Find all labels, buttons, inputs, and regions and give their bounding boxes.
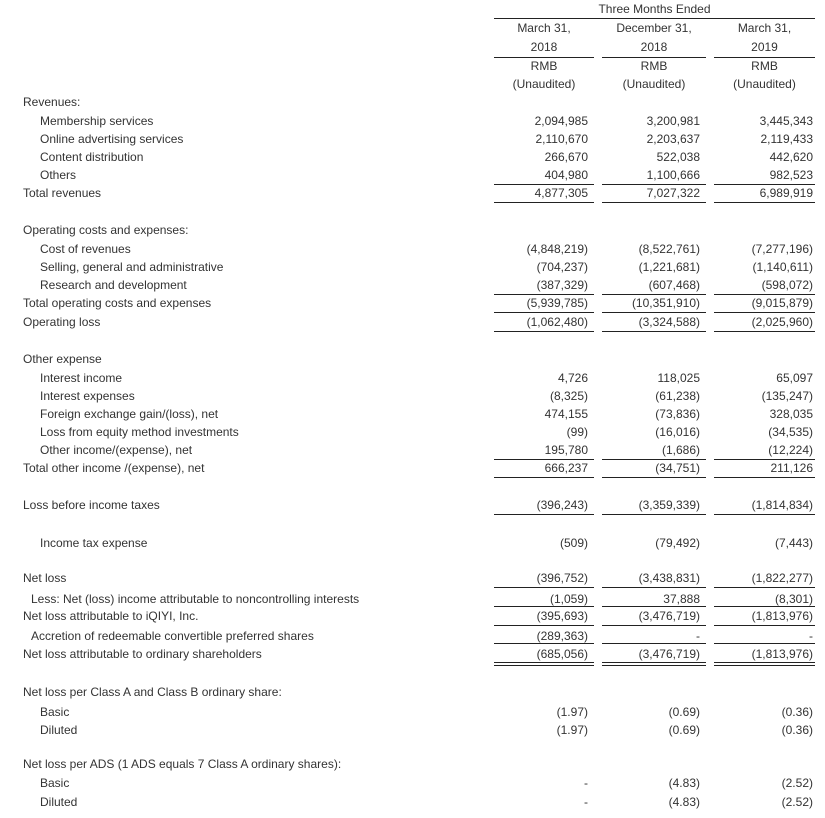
column-header-currency: RMB	[530, 59, 558, 73]
divider	[602, 294, 706, 295]
row-value: (395,693)	[536, 609, 588, 623]
divider	[714, 184, 815, 185]
divider	[714, 643, 815, 644]
row-label: Operating costs and expenses:	[23, 223, 189, 237]
row-value: (3,438,831)	[638, 571, 700, 585]
row-value: (396,243)	[536, 498, 588, 512]
row-label: Basic	[40, 705, 70, 719]
column-header-date: December 31,	[616, 21, 692, 35]
divider	[602, 587, 706, 588]
row-label: Net loss attributable to iQIYI, Inc.	[23, 609, 199, 623]
row-value: 2,203,637	[646, 132, 700, 146]
row-value: (1.97)	[556, 705, 588, 719]
row-label: Diluted	[40, 723, 78, 737]
row-value: 442,620	[769, 150, 813, 164]
row-value: 1,100,666	[646, 168, 700, 182]
row-value: (5,939,785)	[526, 296, 588, 310]
divider	[714, 662, 815, 663]
row-value: (1.97)	[556, 723, 588, 737]
row-value: (1,686)	[661, 443, 700, 457]
row-value: -	[696, 629, 700, 643]
row-value: 474,155	[544, 407, 588, 421]
row-value: (4.83)	[668, 776, 700, 790]
row-value: (34,751)	[655, 461, 700, 475]
row-value: (8,325)	[549, 389, 588, 403]
row-value: (396,752)	[536, 571, 588, 585]
row-value: (509)	[559, 536, 588, 550]
row-label: Others	[40, 168, 77, 182]
divider	[602, 662, 706, 663]
row-value: 118,025	[657, 371, 700, 385]
row-value: (0.69)	[668, 705, 700, 719]
column-header-date: March 31,	[737, 21, 792, 35]
row-value: -	[809, 629, 813, 643]
divider	[602, 665, 706, 666]
row-value: 3,200,981	[646, 114, 700, 128]
divider	[602, 514, 706, 515]
divider	[714, 606, 815, 607]
row-value: 266,670	[544, 150, 588, 164]
row-label: Membership services	[40, 114, 154, 128]
divider	[714, 294, 815, 295]
row-value: (12,224)	[768, 443, 813, 457]
row-label: Other expense	[23, 352, 102, 366]
row-value: (7,443)	[774, 536, 813, 550]
row-value: 404,980	[544, 168, 588, 182]
column-header-note: (Unaudited)	[622, 77, 686, 91]
row-label: Net loss per ADS (1 ADS equals 7 Class A ordinary shares):	[23, 757, 342, 771]
row-value: -	[584, 776, 588, 790]
divider	[714, 587, 815, 588]
divider	[714, 459, 815, 460]
row-label: Diluted	[40, 795, 78, 809]
row-value: (598,072)	[761, 278, 813, 292]
column-header-year: 2018	[640, 40, 668, 54]
row-value: (10,351,910)	[631, 296, 700, 310]
row-value: (289,363)	[536, 629, 588, 643]
row-value: (1,221,681)	[638, 260, 700, 274]
row-label: Research and development	[40, 278, 187, 292]
row-label: Cost of revenues	[40, 242, 131, 256]
column-header-date: March 31,	[517, 21, 571, 35]
row-label: Less: Net (loss) income attributable to noncontrolling interests	[31, 592, 360, 606]
row-label: Net loss	[23, 571, 67, 585]
divider	[494, 514, 594, 515]
row-label: Interest income	[40, 371, 123, 385]
row-label: Total revenues	[23, 186, 102, 200]
row-value: 4,877,305	[534, 186, 588, 200]
row-value: (1,059)	[549, 592, 588, 606]
column-header-currency: RMB	[640, 59, 668, 73]
row-label: Basic	[40, 776, 70, 790]
row-value: (2,025,960)	[751, 315, 813, 329]
row-label: Loss before income taxes	[23, 498, 160, 512]
divider	[714, 202, 815, 203]
row-value: 2,094,985	[534, 114, 588, 128]
row-value: (1,140,611)	[752, 260, 813, 274]
divider	[602, 57, 706, 58]
row-value: (4,848,219)	[526, 242, 588, 256]
column-header-year: 2018	[530, 40, 558, 54]
row-value: (8,522,761)	[638, 242, 700, 256]
row-value: 2,119,433	[760, 132, 813, 146]
row-value: (1,814,834)	[751, 498, 813, 512]
row-value: (16,016)	[655, 425, 700, 439]
row-value: (61,238)	[655, 389, 700, 403]
divider	[602, 184, 706, 185]
row-value: (73,836)	[655, 407, 700, 421]
divider	[602, 312, 706, 313]
row-value: 211,126	[770, 461, 813, 475]
row-label: Accretion of redeemable convertible preferred shares	[31, 629, 314, 643]
row-label: Net loss attributable to ordinary shareholders	[23, 647, 262, 661]
divider	[602, 643, 706, 644]
row-label: Total other income /(expense), net	[23, 461, 205, 475]
row-value: (79,492)	[655, 536, 700, 550]
divider	[602, 202, 706, 203]
row-value: (704,237)	[536, 260, 588, 274]
divider	[494, 625, 594, 626]
row-label: Selling, general and administrative	[40, 260, 224, 274]
row-value: (387,329)	[536, 278, 588, 292]
row-value: (7,277,196)	[751, 242, 813, 256]
divider	[714, 665, 815, 666]
row-value: 6,989,919	[759, 186, 813, 200]
row-value: 7,027,322	[646, 186, 700, 200]
divider	[714, 625, 815, 626]
divider	[714, 514, 815, 515]
row-label: Loss from equity method investments	[40, 425, 239, 439]
divider	[494, 331, 594, 332]
divider	[494, 643, 594, 644]
row-value: 195,780	[544, 443, 588, 457]
row-value: (2.52)	[781, 795, 813, 809]
divider	[714, 57, 815, 58]
row-value: 666,237	[544, 461, 588, 475]
row-label: Net loss per Class A and Class B ordinary share:	[23, 685, 282, 699]
column-header-year: 2019	[751, 40, 778, 54]
divider	[602, 331, 706, 332]
row-value: 3,445,343	[759, 114, 813, 128]
divider	[714, 312, 815, 313]
row-value: (3,324,588)	[638, 315, 700, 329]
row-value: (9,015,879)	[751, 296, 813, 310]
row-value: (0.36)	[781, 723, 813, 737]
row-label: Online advertising services	[40, 132, 184, 146]
divider	[494, 18, 815, 19]
divider	[494, 587, 594, 588]
row-value: (1,813,976)	[751, 609, 813, 623]
divider	[494, 606, 594, 607]
row-label: Total operating costs and expenses	[23, 296, 212, 310]
divider	[494, 477, 594, 478]
row-value: (8,301)	[774, 592, 813, 606]
divider	[494, 202, 594, 203]
divider	[714, 331, 815, 332]
divider	[602, 477, 706, 478]
divider	[602, 459, 706, 460]
row-value: 4,726	[557, 371, 588, 385]
row-label: Revenues:	[23, 95, 81, 109]
period-header: Three Months Ended	[598, 2, 711, 16]
divider	[494, 665, 594, 666]
row-value: (3,359,339)	[638, 498, 700, 512]
row-label: Foreign exchange gain/(loss), net	[40, 407, 219, 421]
divider	[714, 477, 815, 478]
row-value: 328,035	[769, 407, 813, 421]
row-label: Operating loss	[23, 315, 101, 329]
row-label: Interest expenses	[40, 389, 135, 403]
divider	[602, 625, 706, 626]
row-value: (685,056)	[536, 647, 588, 661]
row-value: (135,247)	[761, 389, 813, 403]
divider	[494, 459, 594, 460]
divider	[494, 184, 594, 185]
row-value: (3,476,719)	[638, 647, 700, 661]
row-value: (99)	[566, 425, 588, 439]
column-header-note: (Unaudited)	[512, 77, 576, 91]
row-label: Income tax expense	[40, 536, 148, 550]
row-value: (1,813,976)	[751, 647, 813, 661]
row-value: (0.69)	[668, 723, 700, 737]
row-label: Other income/(expense), net	[40, 443, 193, 457]
divider	[494, 312, 594, 313]
row-value: -	[584, 795, 588, 809]
row-value: 522,038	[656, 150, 700, 164]
divider	[494, 57, 594, 58]
row-value: (607,468)	[648, 278, 700, 292]
row-value: (1,822,277)	[751, 571, 813, 585]
row-value: (2.52)	[781, 776, 813, 790]
row-value: (3,476,719)	[638, 609, 700, 623]
divider	[494, 662, 594, 663]
row-value: 37,888	[663, 592, 700, 606]
row-value: 982,523	[769, 168, 813, 182]
row-label: Content distribution	[40, 150, 144, 164]
column-header-currency: RMB	[751, 59, 778, 73]
row-value: (1,062,480)	[526, 315, 588, 329]
row-value: (0.36)	[781, 705, 813, 719]
divider	[602, 606, 706, 607]
row-value: (34,535)	[768, 425, 813, 439]
row-value: (4.83)	[668, 795, 700, 809]
column-header-note: (Unaudited)	[733, 77, 796, 91]
divider	[494, 294, 594, 295]
row-value: 2,110,670	[535, 132, 588, 146]
row-value: 65,097	[776, 371, 813, 385]
